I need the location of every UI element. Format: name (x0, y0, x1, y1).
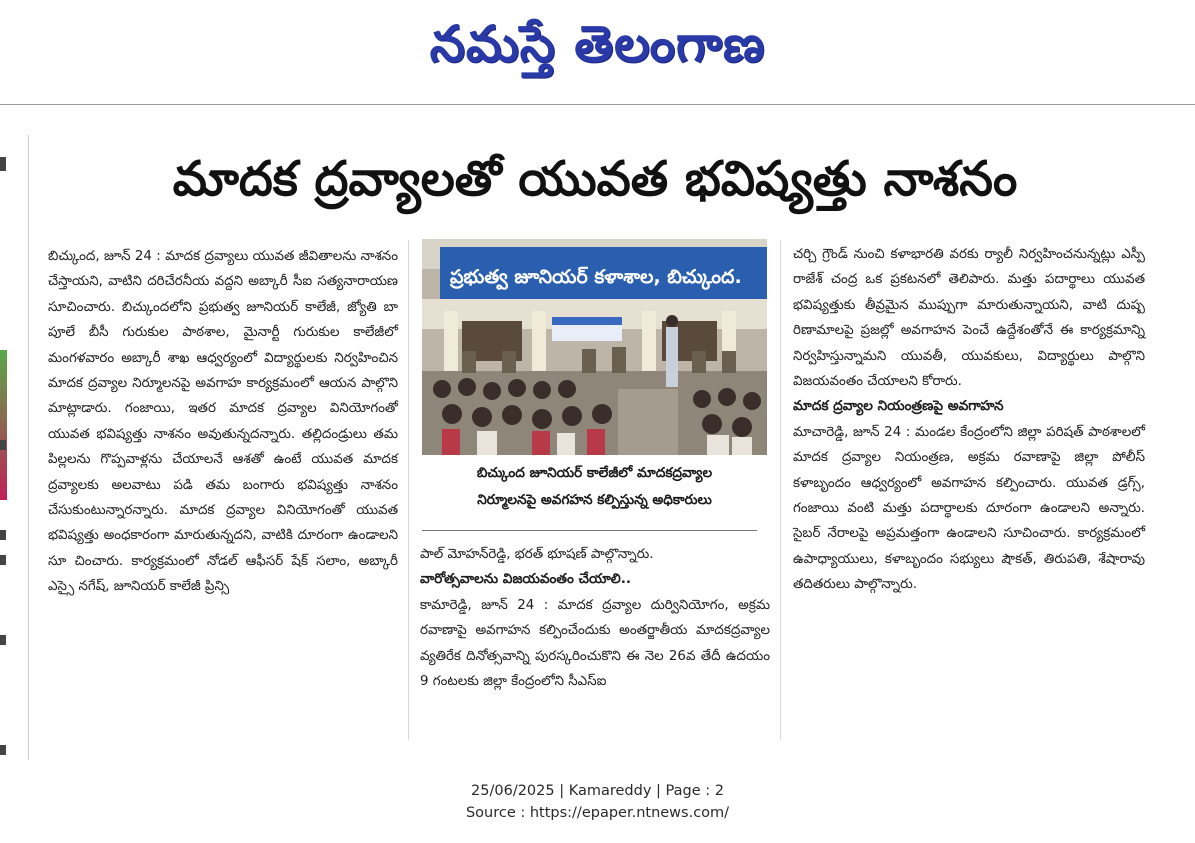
article-subheading: వారోత్సవాలను విజయవంతం చేయాలి.. (420, 571, 632, 588)
edge-color-band (0, 350, 7, 500)
masthead-divider (0, 104, 1195, 105)
article-subheading: మాదక ద్రవ్యాల నియంత్రణపై అవగాహన (793, 398, 1004, 415)
photo-caption-line: బిచ్కుంద జూనియర్ కాలేజీలో మాదకద్రవ్యాల (476, 465, 713, 481)
photo-banner-text: ప్రభుత్వ జూనియర్ కళాశాల, బిచ్కుంద. (450, 266, 742, 288)
column-divider (780, 240, 781, 740)
edge-glyph (0, 530, 6, 540)
edge-glyph (0, 555, 6, 565)
edge-glyph (0, 635, 6, 645)
edge-glyph (0, 745, 6, 755)
article-column-right (793, 242, 1145, 598)
article-paragraph: పాల్ మోహన్‌రెడ్డి, భరత్ భూషణ్ పాల్గొన్నారు. (420, 547, 654, 562)
footer-date-edition: 25/06/2025 | Kamareddy | Page : 2 (471, 783, 724, 799)
article-headline: మాదక ద్రవ్యాలతో యువత భవిష్యత్తు నాశనం (172, 151, 1018, 207)
article-paragraph: బిచ్కుంద, జూన్ 24 : మాదక ద్రవ్యాలు యువత జీవితాలను నాశనం చేస్తాయని, వాటిని దరిచేరనీయ వద్దని అబ్కారీ సీఐ సత్యనారాయణ సూచించారు. బిచ్కుందలోని ప్రభుత్వ జూనియర్ కాలేజీ, జ్యోతి బా పూలే బీసీ గురుకుల పాఠశాల, మైనార్టీ గురుకుల కాలేజీలో మంగళవారం అబ్కారీ శాఖ ఆధ్వర్యంలో విద్యార్థులకు నిర్వహించిన మాదక ద్రవ్యాల నిర్మూలనపై అవగాహ కార్యక్రమంలో ఆయన పాల్గొని మాట్లాడారు. గంజాయి, ఇతర మాదక ద్రవ్యాల వినియోగంతో యువత భవిష్యత్తు నాశనం అవుతున్నదన్నారు. తల్లిదండ్రులు తమ పిల్లలను గొప్పవాళ్లను చేయాలనే ఆశతో ఉంటే యువత మాదక ద్రవ్యాలకు అలవాటు పడి తమ బంగారు భవిష్యత్తు నాశనం చేసుకుంటున్నారన్నారు. మాదక ద్రవ్యాల వినియోగంతో యువత భవిష్యత్తు అంధకారంగా మారుతున్నదని, వాటికి దూరంగా ఉండాలని సూ చించారు. కార్యక్రమంలో నోడల్ ఆఫీసర్ షేక్ సలాం, అబ్కారీ ఎస్సై నగేష్, జూనియర్ కాలేజీ ప్రిన్సి (48, 249, 398, 595)
page-footer (0, 780, 1195, 824)
newspaper-logo: నమస్తే తెలంగాణ (429, 14, 766, 73)
edge-glyph (0, 157, 6, 171)
adjacent-page-edge (0, 135, 10, 755)
article-paragraph: కామారెడ్డి, జూన్ 24 : మాదక ద్రవ్యాల దుర్వినియోగం, అక్రమ రవాణాపై అవగాహన కల్పించేందుకు అంతర్జాతీయ మాదకద్రవ్యాల వ్యతిరేక దినోత్సవాన్ని పురస్కరించుకొని ఈ నెల 26వ తేదీ ఉదయం 9 గంటలకు జిల్లా కేంద్రంలోని సీఎస్ఐ (420, 597, 770, 690)
edge-glyph (0, 440, 6, 450)
column-divider (408, 240, 409, 740)
caption-divider (422, 530, 757, 531)
article-photo (422, 239, 767, 455)
article-column-middle (420, 542, 770, 694)
photo-caption (422, 460, 767, 514)
masthead (0, 0, 1195, 100)
article-paragraph: చర్చి గ్రౌండ్ నుంచి కళాభారతి వరకు ర్యాలీ నిర్వహించనున్నట్లు ఎస్పీ రాజేశ్ చంద్ర ఒక ప్రకటనలో తెలిపారు. మత్తు పదార్థాలు యువత భవిష్యత్తుకు తీవ్రమైన ముప్పుగా మారుతున్నాయని, వాటి దుష్ప రిణామాలపై ప్రజల్లో అవగాహన పెంచే ఉద్దేశంతోనే ఈ కార్యక్రమాన్ని నిర్వహిస్తున్నామని యువతీ, యువకులు, విద్యార్థులు పాల్గొని విజయవంతం చేయాలని కోరారు. (793, 247, 1145, 390)
article-column-left (48, 244, 398, 600)
photo-caption-line: నిర్మూలనపై అవగహన కల్పిస్తున్న అధికారులు (477, 492, 712, 508)
footer-source: Source : https://epaper.ntnews.com/ (465, 805, 730, 821)
article-paragraph: మాచారెడ్డి, జూన్ 24 : మండల కేంద్రంలోని జిల్లా పరిషత్ పాఠశాలలో మాదక ద్రవ్యాల నియంత్రణ, అక్రమ రవాణాపై జిల్లా పోలీస్ కళాబృందం ఆధ్వర్యంలో అవగాహన కల్పించారు. యువత డ్రగ్స్, గంజాయి వంటి మత్తు పదార్థాలకు దూరంగా ఉండాలని అన్నారు. సైబర్ నేరాలపై అప్రమత్తంగా ఉండాలని సూచించారు. కార్యక్రమంలో ఉపాధ్యాయులు, కళాబృందం సభ్యులు షౌకత్, తిరుపతి, శేషారావు తదితరులు పాల్గొన్నారు. (793, 424, 1145, 593)
photo-illustration (422, 239, 767, 455)
